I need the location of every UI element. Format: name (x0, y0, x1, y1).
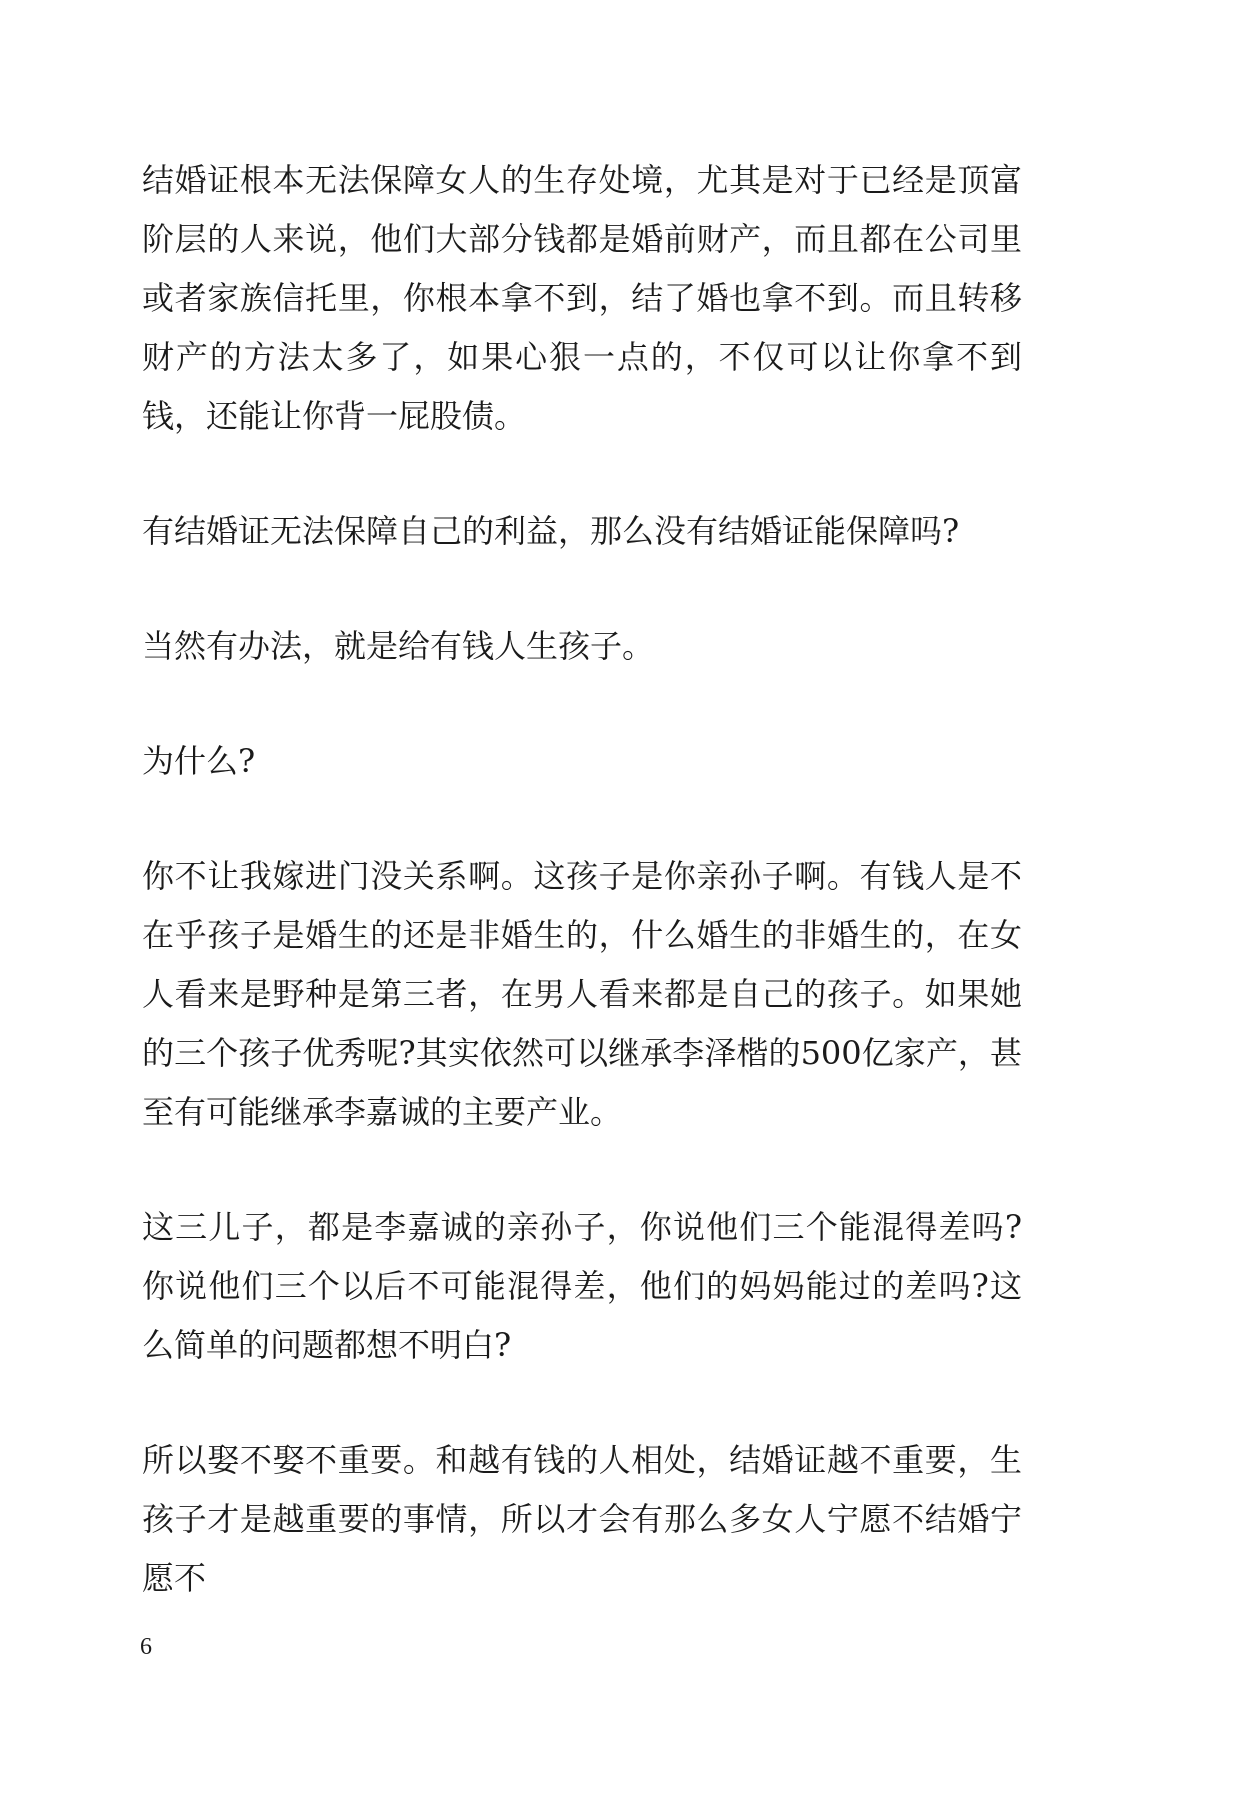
body-text (142, 151, 1022, 1608)
paragraph: 结婚证根本无法保障女人的生存处境，尤其是对于已经是顶富阶层的人来说，他们大部分钱都是婚前财产，而且都在公司里或者家族信托里，你根本拿不到，结了婚也拿不到。而且转移财产的方法太多了，如果心狠一点的，不仅可以让你拿不到钱，还能让你背一屁股债。 (142, 161, 1022, 435)
paragraph: 当然有办法，就是给有钱人生孩子。 (142, 627, 655, 665)
page-number: 6 (140, 1634, 152, 1660)
paragraph: 你不让我嫁进门没关系啊。这孩子是你亲孙子啊。有钱人是不在乎孩子是婚生的还是非婚生的，什么婚生的非婚生的，在女人看来是野种是第三者，在男人看来都是自己的孩子。如果她的三个孩子优秀呢?其实依然可以继承李泽楷的500亿家产，甚至有可能继承李嘉诚的主要产业。 (142, 857, 1022, 1131)
paragraph: 有结婚证无法保障自己的利益，那么没有结婚证能保障吗? (142, 512, 960, 550)
paragraph: 为什么? (142, 742, 256, 780)
paragraph: 这三儿子，都是李嘉诚的亲孙子，你说他们三个能混得差吗?你说他们三个以后不可能混得差，他们的妈妈能过的差吗?这么简单的问题都想不明白? (142, 1208, 1022, 1364)
paragraph: 所以娶不娶不重要。和越有钱的人相处，结婚证越不重要，生孩子才是越重要的事情，所以才会有那么多女人宁愿不结婚宁愿不 (142, 1441, 1022, 1597)
